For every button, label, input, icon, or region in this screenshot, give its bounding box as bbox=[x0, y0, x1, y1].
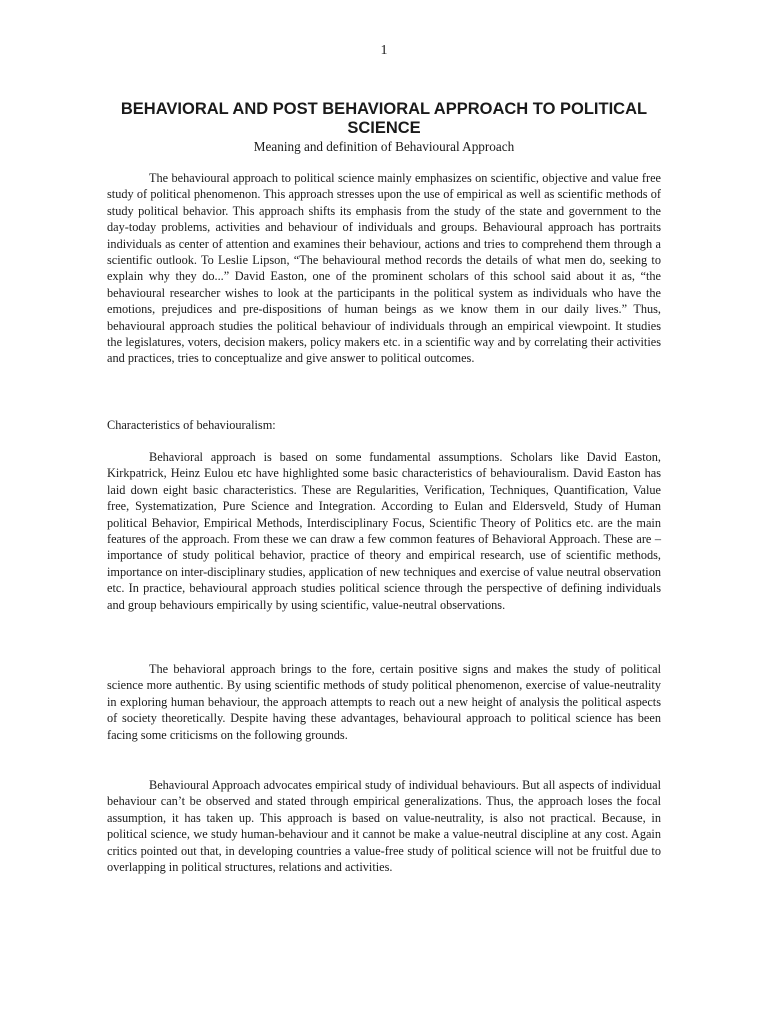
paragraph-characteristics: Behavioral approach is based on some fundamental assumptions. Scholars like David Easton, Kirkpatrick, Heinz Eulou etc have highlighted some basic characteristics of behaviouralism. David Easton has laid down eight basic characteristics. These are Regularities, Verification, Techniques, Quantification, Value free, Systematization, Pure Science and Integration. According to Eulan and Eldersveld, Study of Human political Behavior, Empirical Methods, Interdisciplinary Focus, Scientific Theory of Politics etc. are the main features of the approach. From these we can draw a few common features of Behavioral Approach. These are – importance of study political behavior, practice of theory and empirical research, use of scientific methods, importance on inter-disciplinary studies, application of new techniques and exercise of value neutral observation etc. In practice, behavioural approach studies political science through the perspective of defining individuals and group behaviours empirically by using scientific, value-neutral observations. bbox=[107, 450, 661, 612]
document-title: BEHAVIORAL AND POST BEHAVIORAL APPROACH TO POLITICAL SCIENCE bbox=[120, 100, 648, 137]
paragraph-advantages: The behavioral approach brings to the fore, certain positive signs and makes the study of political science more authentic. By using scientific methods of study political phenomenon, exercise of value-neutrality in exploring human behaviour, the approach attempts to reach out a new height of analysis the political aspects of society theoretically. Despite having these advantages, behavioural approach to political science has been facing some criticisms on the following grounds. bbox=[107, 662, 661, 742]
paragraph-criticisms: Behavioural Approach advocates empirical study of individual behaviours. But all aspects of individual behaviour can’t be observed and stated through empirical generalizations. Thus, the approach loses the focal assumption, it has taken up. This approach is based on value-neutrality, is also not practical. Because, in political science, we study human-behaviour and it cannot be make a value-neutral discipline at any cost. Again critics pointed out that, in developing countries a value-free study of political science will not be fruitful due to overlapping in political structures, relations and activities. bbox=[107, 778, 661, 875]
paragraph-meaning: The behavioural approach to political science mainly emphasizes on scientific, objective and value free study of political phenomenon. This approach stresses upon the use of empirical as well as scientific methods of study political behavior. This approach shifts its emphasis from the study of the state and government to the day-today problems, activities and behaviour of individuals and groups. Behavioural approach has portraits individuals as center of attention and examines their behaviour, actions and tries to comprehend them through a scientific outlook. To Leslie Lipson, “The behavioural method records the details of what men do, seeking to explain why they do...” David Easton, one of the prominent scholars of this school said about it as, “the behavioural researcher wishes to look at the participants in the political system as individuals who have the emotions, prejudices and pre-dispositions of human beings as we know them in our daily lives.” Thus, behavioural approach studies the political behaviour of individuals through an empirical viewpoint. It studies the legislatures, voters, decision makers, policy makers etc. in a scientific way and by correlating their activities and practices, tries to conceptualize and give answer to political outcomes. bbox=[107, 171, 661, 366]
page-number: 1 bbox=[380, 43, 388, 58]
section-heading-characteristics: Characteristics of behaviouralism: bbox=[107, 418, 276, 432]
section-subtitle: Meaning and definition of Behavioural Approach bbox=[253, 139, 515, 154]
